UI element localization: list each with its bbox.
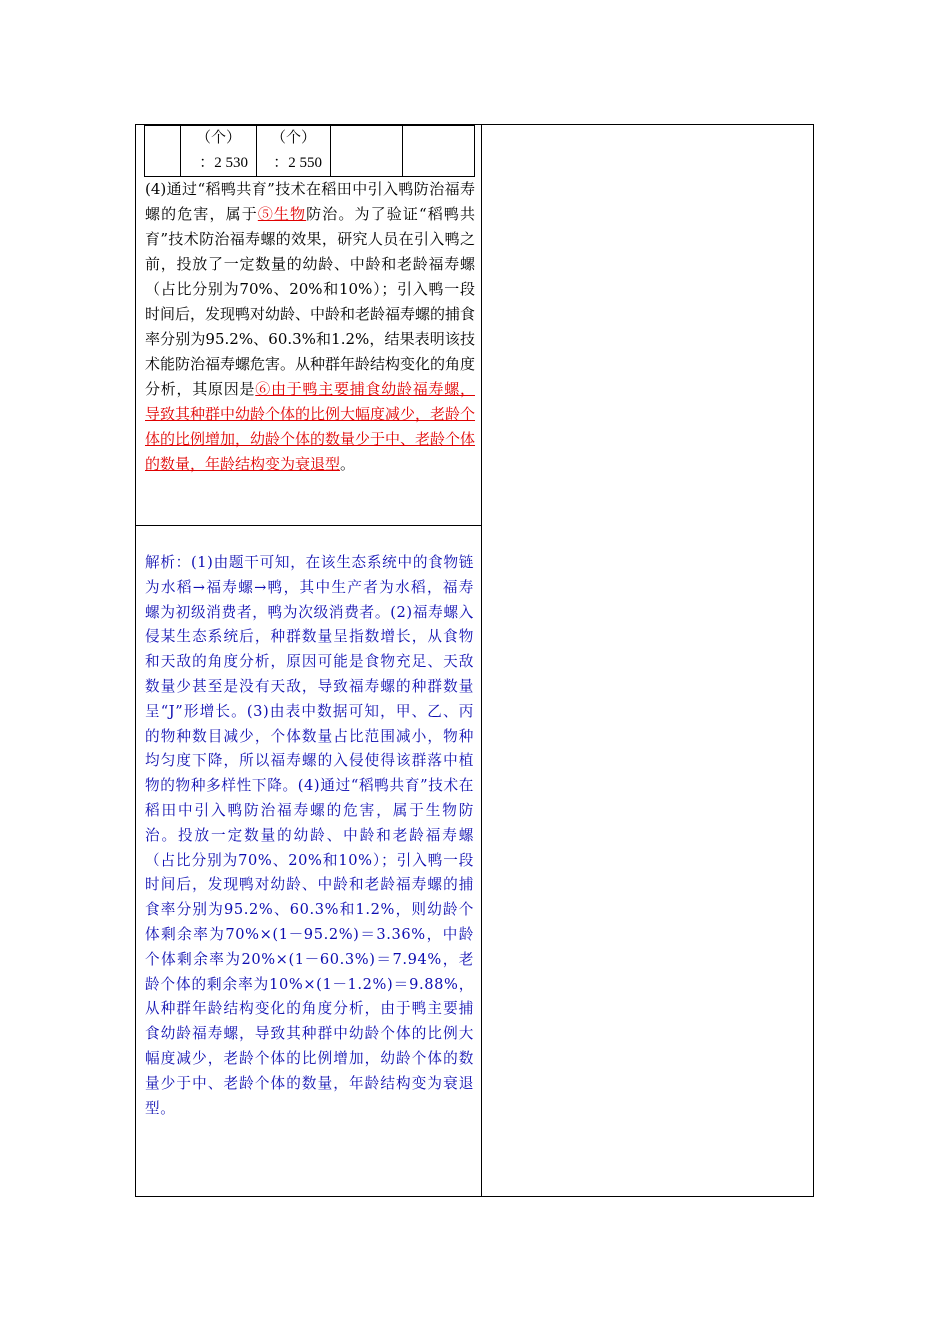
analysis-label: 解析： xyxy=(145,554,191,571)
column-divider xyxy=(481,125,482,1196)
table-cell xyxy=(145,126,181,177)
question-end: 。 xyxy=(340,455,356,473)
question-paragraph xyxy=(145,177,475,477)
layout-table xyxy=(135,124,814,1197)
analysis-body: (1)由题干可知，在该生态系统中的食物链为水稻→福寿螺→鸭，其中生产者为水稻，福寿螺为初级消费者，鸭为次级消费者。(2)福寿螺入侵某生态系统后，种群数量呈指数增长，从食物和天敌的角度分析，原因可能是食物充足、天敌数量少甚至是没有天敌，导致福寿螺的种群数量呈“J”形增长。(3)由表中数据可知，甲、乙、丙的物种数目减少，个体数量占比范围减小，物种均匀度下降，所以福寿螺的入侵使得该群落中植物的物种多样性下降。(4)通过“稻鸭共育”技术在稻田中引入鸭防治福寿螺的危害，属于生物防治。投放一定数量的幼龄、中龄和老龄福寿螺（占比分别为70%、20%和10%）；引入鸭一段时间后，发现鸭对幼龄、中龄和老龄福寿螺的捕食率分别为95.2%、60.3%和1.2%，则幼龄个体剩余率为70%×(1－95.2%)＝3.36%，中龄个体剩余率为20%×(1－60.3%)＝7.94%，老龄个体的剩余率为10%×(1－1.2%)＝9.88%，从种群年龄结构变化的角度分析，由于鸭主要捕食幼龄福寿螺，导致其种群中幼龄个体的比例大幅度减少，老龄个体的比例增加，幼龄个体的数量少于中、老龄个体的数量，年龄结构变为衰退型。 xyxy=(145,554,474,1117)
data-table-fragment xyxy=(144,125,475,177)
analysis-paragraph xyxy=(145,551,474,1121)
row-divider xyxy=(136,525,482,526)
cell-unit: （个） xyxy=(270,130,316,146)
cell-unit: （个） xyxy=(195,130,241,146)
table-cell xyxy=(181,126,257,177)
table-cell xyxy=(331,126,403,177)
cell-value: ：2 550 xyxy=(273,155,322,171)
table-cell xyxy=(257,126,331,177)
question-text: 防治。为了验证“稻鸭共育”技术防治福寿螺的效果，研究人员在引入鸭之前，投放了一定数量的幼龄、中龄和老龄福寿螺（占比分别为70%、20%和10%）；引入鸭一段时间后，发现鸭对幼龄、中龄和老龄福寿螺的捕食率分别为95.2%、60.3%和1.2%，结果表明该技术能防治福寿螺危害。从种群年龄结构变化的角度分析，其原因是 xyxy=(145,205,476,398)
answer-6: ⑥由于鸭主要捕食幼龄福寿螺，导致其种群中幼龄个体的比例大幅度减少，老龄个体的比例增加，幼龄个体的数量少于中、老龄个体的数量，年龄结构变为衰退型 xyxy=(145,380,476,473)
question-text: (4)通过“稻鸭共育”技术在稻田中引入鸭防治福寿螺的危害，属于 xyxy=(145,180,475,223)
table-row xyxy=(145,126,475,177)
answer-5: ⑤生物 xyxy=(257,205,307,223)
table-cell xyxy=(403,126,475,177)
cell-value: ：2 530 xyxy=(199,155,248,171)
